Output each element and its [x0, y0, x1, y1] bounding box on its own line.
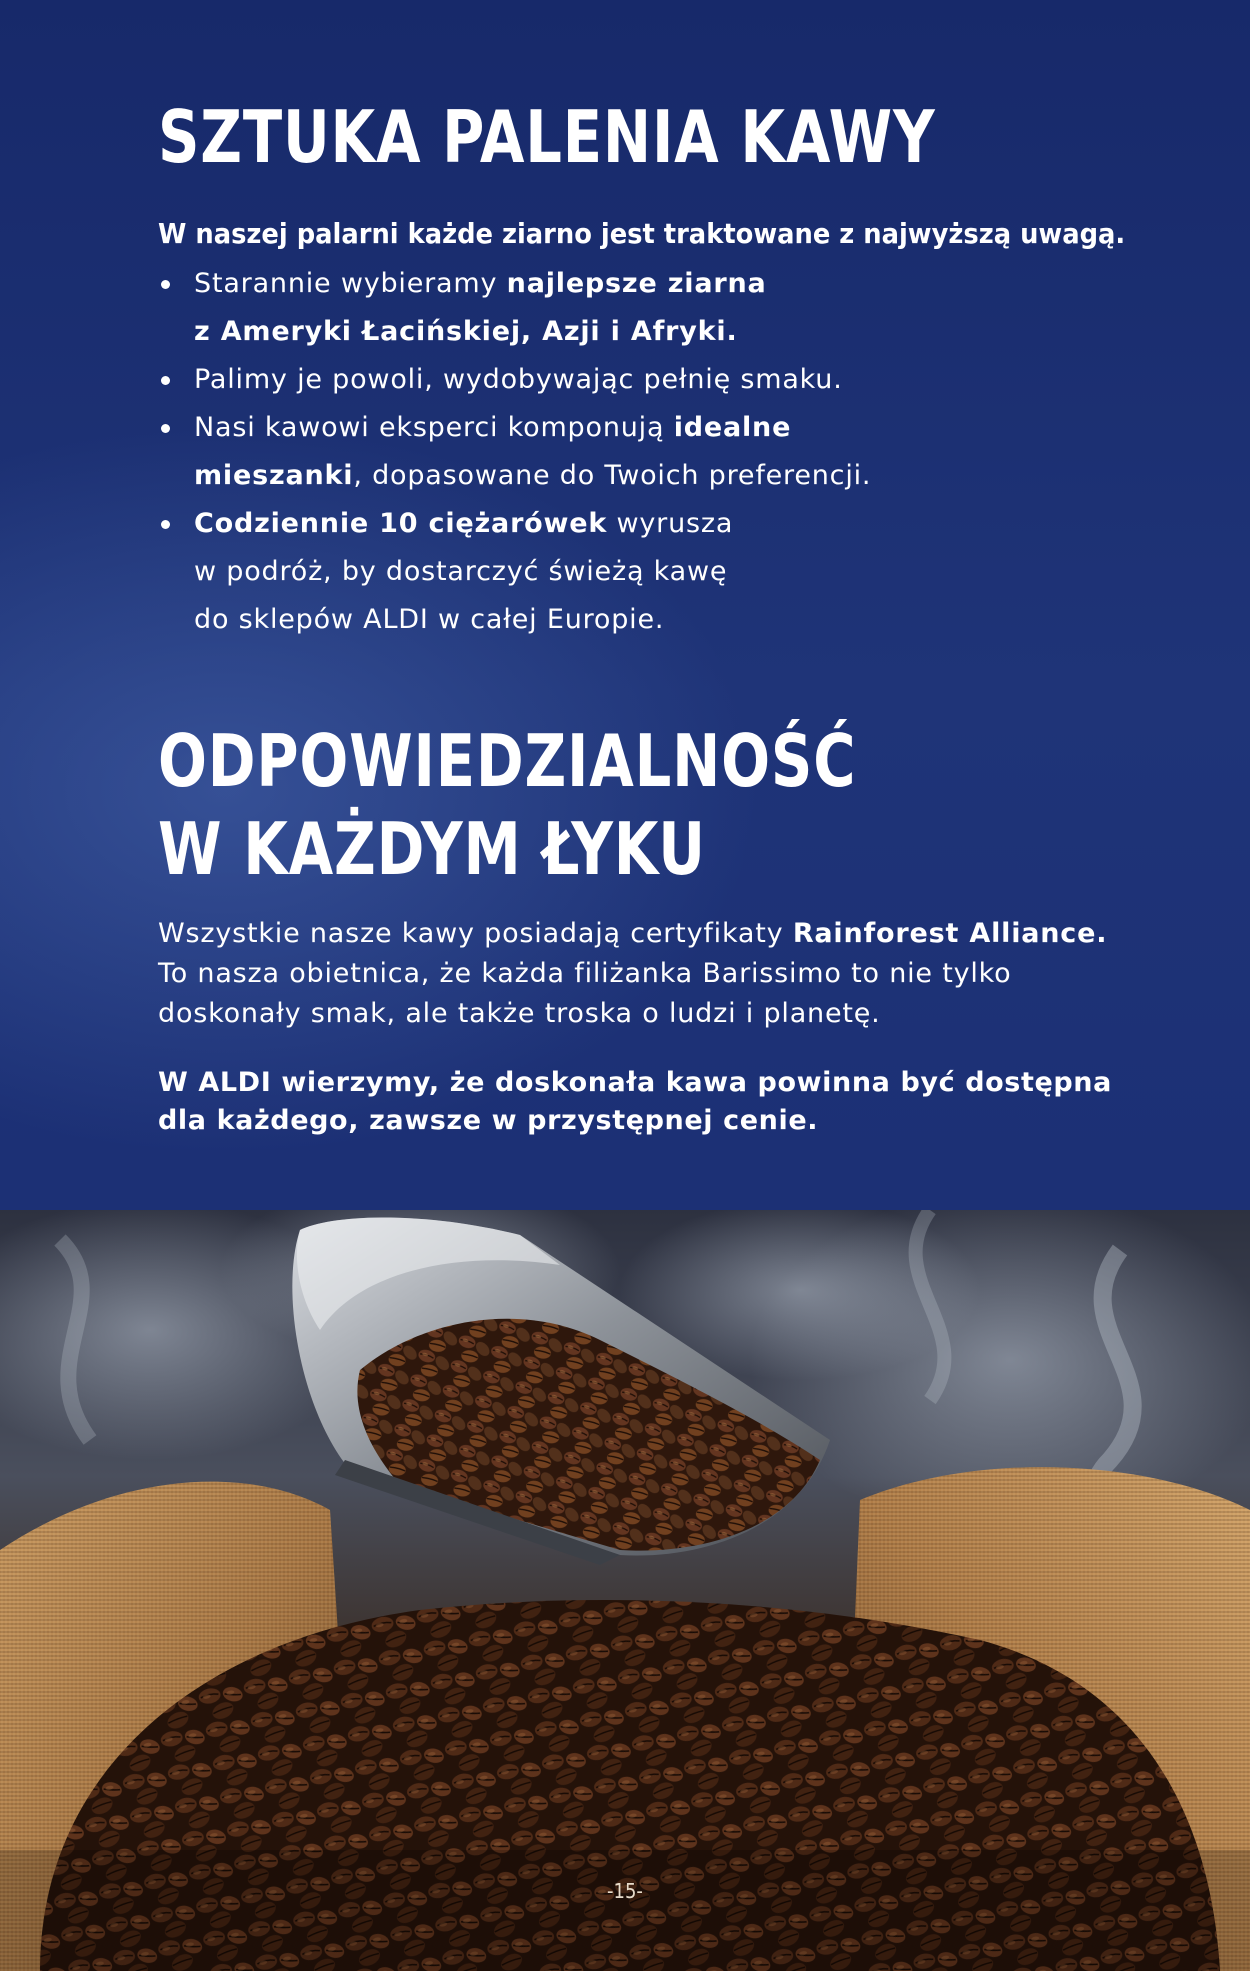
bullet-line — [194, 452, 871, 500]
section-title-roasting: SZTUKA PALENIA KAWY — [158, 95, 936, 179]
roasting-intro: W naszej palarni każde ziarno jest traktowane z najwyższą uwagą. — [158, 217, 1126, 250]
bullet-item-slow-roast — [158, 356, 871, 404]
closing-line: dla każdego, zawsze w przystępnej cenie. — [158, 1105, 819, 1136]
bullet-line — [194, 308, 871, 356]
bullet-bold-text: najlepsze ziarna — [506, 268, 767, 299]
section-title-responsibility — [158, 717, 856, 893]
closing-statement — [158, 1064, 1112, 1140]
bullet-item-trucks — [158, 500, 871, 644]
bullet-line: Palimy je powoli, wydobywając pełnię smaku. — [194, 364, 843, 395]
cert-line — [158, 914, 1107, 954]
bullet-item-blends — [158, 404, 871, 500]
bullet-text: Nasi kawowi eksperci komponują — [194, 412, 674, 443]
cert-bold-text: Rainforest Alliance. — [792, 918, 1108, 949]
bullet-bold-text: mieszanki — [194, 460, 354, 491]
bullet-line — [194, 260, 871, 308]
bullet-line — [194, 404, 871, 452]
closing-line: W ALDI wierzymy, że doskonała kawa powinna być dostępna — [158, 1067, 1112, 1098]
roasting-bullet-list — [158, 260, 871, 644]
cert-line: To nasza obietnica, że każda filiżanka Barissimo to nie tylko — [158, 958, 1012, 989]
bullet-dot-icon — [161, 376, 170, 385]
bullet-text: , dopasowane do Twoich preferencji. — [353, 460, 872, 491]
bullet-line — [194, 500, 871, 548]
bullet-dot-icon — [161, 280, 170, 289]
bullet-item-selection — [158, 260, 871, 356]
bullet-dot-icon — [161, 424, 170, 433]
section-title-line: W KAŻDYM ŁYKU — [158, 807, 706, 891]
bullet-dot-icon — [161, 520, 170, 529]
bullet-line: do sklepów ALDI w całej Europie. — [194, 604, 665, 635]
coffee-beans-scoop-photo — [0, 1210, 1250, 1971]
bullet-bold-text: idealne — [673, 412, 792, 443]
bullet-text: wyrusza — [607, 508, 734, 539]
page-number: -15- — [607, 1879, 643, 1903]
certification-paragraph — [158, 914, 1107, 1034]
section-title-line: ODPOWIEDZIALNOŚĆ — [158, 719, 857, 803]
cert-line: doskonały smak, ale także troska o ludzi i planetę. — [158, 998, 881, 1029]
bullet-bold-text: Codziennie 10 ciężarówek — [194, 508, 608, 539]
bullet-line: w podróż, by dostarczyć świeżą kawę — [194, 556, 728, 587]
bullet-bold-text: z Ameryki Łacińskiej, Azji i Afryki. — [194, 316, 738, 347]
bullet-text: Starannie wybieramy — [194, 268, 507, 299]
cert-text: Wszystkie nasze kawy posiadają certyfikaty — [158, 918, 793, 949]
